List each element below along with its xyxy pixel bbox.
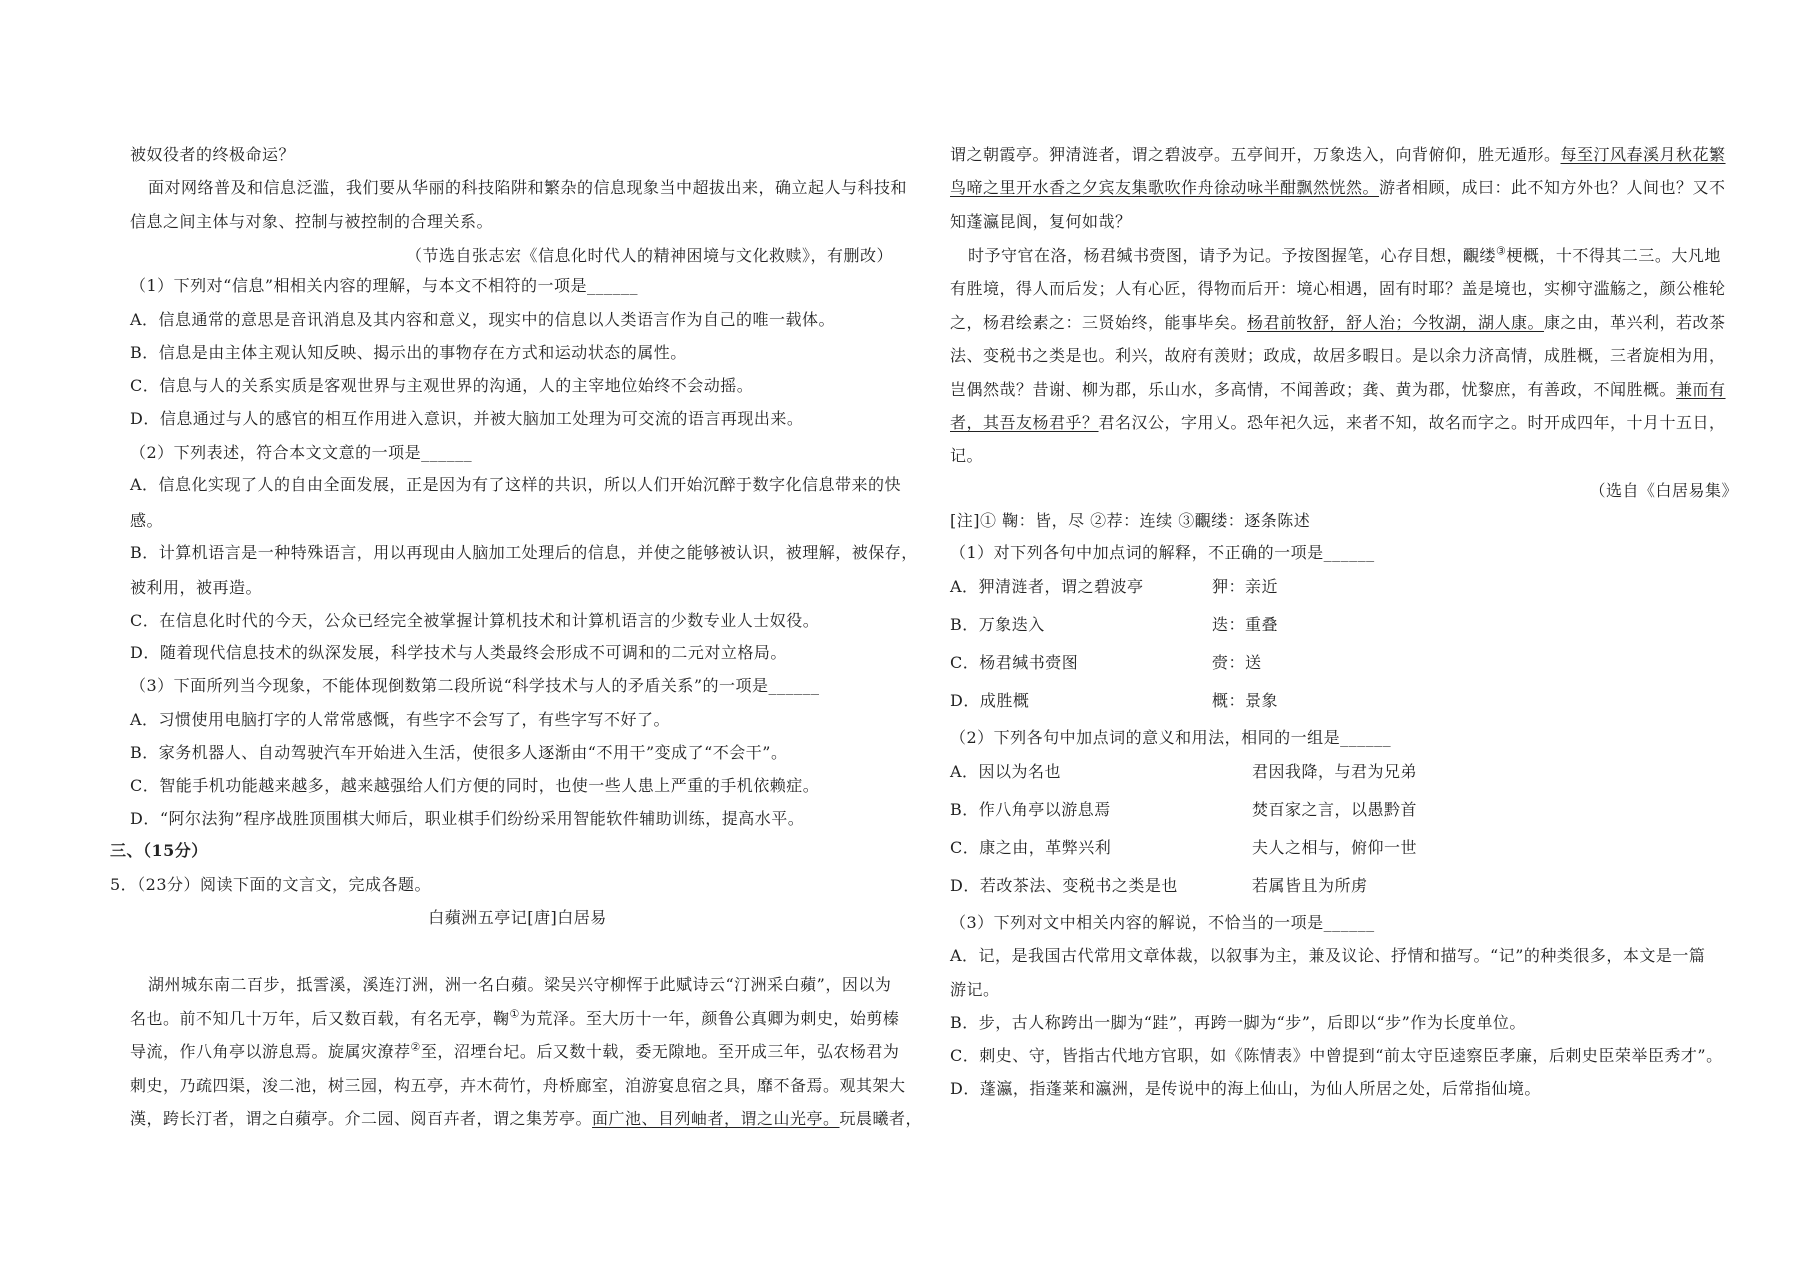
passage-line: 湖州城东南二百步，抵霅溪，溪连汀洲，洲一名白蘋。梁吴兴守柳恽于此赋诗云“汀洲采白蘋”，因以为 bbox=[148, 975, 892, 994]
text-line: 被奴役者的终极命运？ bbox=[130, 145, 296, 164]
footnote-marker: ③ bbox=[1496, 244, 1507, 258]
text-line: 面对网络普及和信息泛滥，我们要从华丽的科技陷阱和繁杂的信息现象当中超拔出来，确立起人与科技和 bbox=[148, 178, 908, 197]
option-d: D．“阿尔法狗”程序战胜顶围棋大师后，职业棋手们纷纷采用智能软件辅助训练，提高水平。 bbox=[130, 809, 805, 828]
passage-line: 知蓬瀛昆阆，复何如哉？ bbox=[950, 212, 1132, 231]
option-a: A．信息通常的意思是音讯消息及其内容和意义，现实中的信息以人类语言作为自己的唯一载体。 bbox=[130, 310, 836, 329]
passage-line: 导流，作八角亭以游息焉。旋属灾潦荐②至，沼堙台圮。后又数十载，委无隙地。至开成三年，弘农杨君为 bbox=[130, 1040, 900, 1061]
passage-line: 之，杨君绘素之：三贤始终，能事毕矣。杨君前牧舒，舒人治；今牧湖，湖人康。康之由，革兴利，若改茶 bbox=[950, 313, 1726, 332]
underlined-sentence: 面广池、目列岫者，谓之山光亭。 bbox=[592, 1109, 840, 1128]
question-2: （2）下列表述，符合本文文意的一项是______ bbox=[130, 443, 473, 462]
option-b: B．家务机器人、自动驾驶汽车开始进入生活，使很多人逐渐由“不用干”变成了“不会干”。 bbox=[130, 743, 788, 762]
passage-line: 鸟啼之里开水香之夕宾友集歌吹作舟徐动咏半酣飘然恍然。游者相顾，成曰：此不知方外也？人间也？又不 bbox=[950, 178, 1726, 197]
footnote-marker: ① bbox=[509, 1007, 520, 1021]
passage-line: 有胜境，得人而后发；人有心匠，得物而后开：境心相遇，固有时耶？盖是境也，实柳守滥觞之，颜公椎轮 bbox=[950, 279, 1726, 298]
footnotes: [注]① 鞠：皆，尽 ②荐：连续 ③覼缕：逐条陈述 bbox=[950, 511, 1311, 530]
passage-line: 名也。前不知几十万年，后又数百载，有名无亭，鞠①为荒泽。至大历十一年，颜鲁公真卿为刺史，始剪榛 bbox=[130, 1007, 900, 1028]
underlined-sentence: 者，其吾友杨君乎？ bbox=[950, 413, 1099, 432]
option-a: A．信息化实现了人的自由全面发展，正是因为有了这样的共识，所以人们开始沉醉于数字化信息带来的快 bbox=[130, 475, 902, 494]
source-citation: （节选自张志宏《信息化时代人的精神困境与文化救赎》，有删改） bbox=[405, 246, 893, 265]
question-3: （3）下列对文中相关内容的解说，不恰当的一项是______ bbox=[950, 913, 1375, 932]
option-d: D．蓬瀛，指蓬莱和瀛洲，是传说中的海上仙山，为仙人所居之处，后常指仙境。 bbox=[950, 1079, 1541, 1098]
underlined-sentence: 鸟啼之里开水香之夕宾友集歌吹作舟徐动咏半酣飘然恍然。 bbox=[950, 178, 1380, 197]
option-b-cont: 被利用，被再造。 bbox=[130, 578, 263, 597]
passage-title: 白蘋洲五亭记[唐]白居易 bbox=[428, 908, 607, 927]
option-a: A．习惯使用电脑打字的人常常感慨，有些字不会写了，有些字写不好了。 bbox=[130, 710, 671, 729]
option-a: A．记，是我国古代常用文章体裁，以叙事为主，兼及议论、抒情和描写。“记”的种类很多，本文是一篇 bbox=[950, 946, 1706, 965]
text-line: 信息之间主体与对象、控制与被控制的合理关系。 bbox=[130, 212, 494, 231]
option-d: D．信息通过与人的感官的相互作用进入意识，并被大脑加工处理为可交流的语言再现出来。 bbox=[130, 409, 804, 428]
underlined-sentence: 杨君前牧舒，舒人治；今牧湖，湖人康。 bbox=[1247, 313, 1545, 332]
question-3: （3）下面所列当今现象，不能体现倒数第二段所说“科学技术与人的矛盾关系”的一项是______ bbox=[130, 676, 820, 695]
option-b: B．计算机语言是一种特殊语言，用以再现由人脑加工处理后的信息，并使之能够被认识，被理解，被保存， bbox=[130, 543, 918, 562]
option-d: D．随着现代信息技术的纵深发展，科学技术与人类最终会形成不可调和的二元对立格局。 bbox=[130, 643, 787, 662]
passage-line: 时予守官在洛，杨君缄书赍图，请予为记。予按图握笔，心存目想，覼缕③梗概，十不得其二三。大凡地 bbox=[968, 244, 1721, 265]
question-1: （1）下列对“信息”相相关内容的理解，与本文不相符的一项是______ bbox=[130, 276, 639, 295]
option-c: C．在信息化时代的今天，公众已经完全被掌握计算机技术和计算机语言的少数专业人士奴役。 bbox=[130, 611, 820, 630]
passage-line: 漢，跨长汀者，谓之白蘋亭。介二园、阅百卉者，谓之集芳亭。面广池、目列岫者，谓之山光亭。玩晨曦者， bbox=[130, 1109, 923, 1128]
question-1: （1）对下列各句中加点词的解释，不正确的一项是______ bbox=[950, 543, 1375, 562]
underlined-sentence: 兼而有 bbox=[1676, 380, 1726, 399]
passage-line: 法、变税书之类是也。利兴，故府有羡财；政成，故居多暇日。是以余力济高情，成胜概，三者旋相为用， bbox=[950, 346, 1726, 365]
question-2: （2）下列各句中加点词的意义和用法，相同的一组是______ bbox=[950, 728, 1392, 747]
passage-line: 者，其吾友杨君乎？君名汉公，字用乂。恐年祀久远，来者不知，故名而字之。时开成四年，十月十五日， bbox=[950, 413, 1726, 432]
option-b: B．信息是由主体主观认知反映、揭示出的事物存在方式和运动状态的属性。 bbox=[130, 343, 687, 362]
passage-line: 谓之朝霞亭。狎清涟者，谓之碧波亭。五亭间开，万象迭入，向背俯仰，胜无遁形。每至汀风春溪月秋花繁 bbox=[950, 145, 1726, 164]
option-c: C．刺史、守，皆指古代地方官职，如《陈情表》中曾提到“前太守臣逵察臣孝廉，后刺史臣荣举臣秀才”。 bbox=[950, 1046, 1723, 1065]
option-b: B．步，古人称跨出一脚为“跬”，再跨一脚为“步”，后即以“步”作为长度单位。 bbox=[950, 1013, 1526, 1032]
question-5: 5．（23分）阅读下面的文言文，完成各题。 bbox=[110, 875, 432, 894]
section-heading: 三、（15分） bbox=[110, 841, 208, 860]
option-a-cont: 感。 bbox=[130, 511, 164, 530]
passage-line: 记。 bbox=[950, 446, 984, 465]
passage-line: 岂偶然哉？昔谢、柳为郡，乐山水，多高情，不闻善政；龚、黄为郡，忧黎庶，有善政，不闻胜概。兼而有 bbox=[950, 380, 1726, 399]
option-c: C．信息与人的关系实质是客观世界与主观世界的沟通，人的主宰地位始终不会动摇。 bbox=[130, 376, 754, 395]
option-a-cont: 游记。 bbox=[950, 980, 1000, 999]
source-citation: （选自《白居易集》 bbox=[1589, 481, 1738, 500]
footnote-marker: ② bbox=[410, 1040, 421, 1054]
underlined-sentence: 每至汀风春溪月秋花繁 bbox=[1560, 145, 1726, 164]
passage-line: 刺史，乃疏四渠，浚二池，树三园，构五亭，卉木荷竹，舟桥廊室，洎游宴息宿之具，靡不备焉。观其架大 bbox=[130, 1076, 906, 1095]
option-c: C．智能手机功能越来越多，越来越强给人们方便的同时，也使一些人患上严重的手机依赖症。 bbox=[130, 776, 820, 795]
